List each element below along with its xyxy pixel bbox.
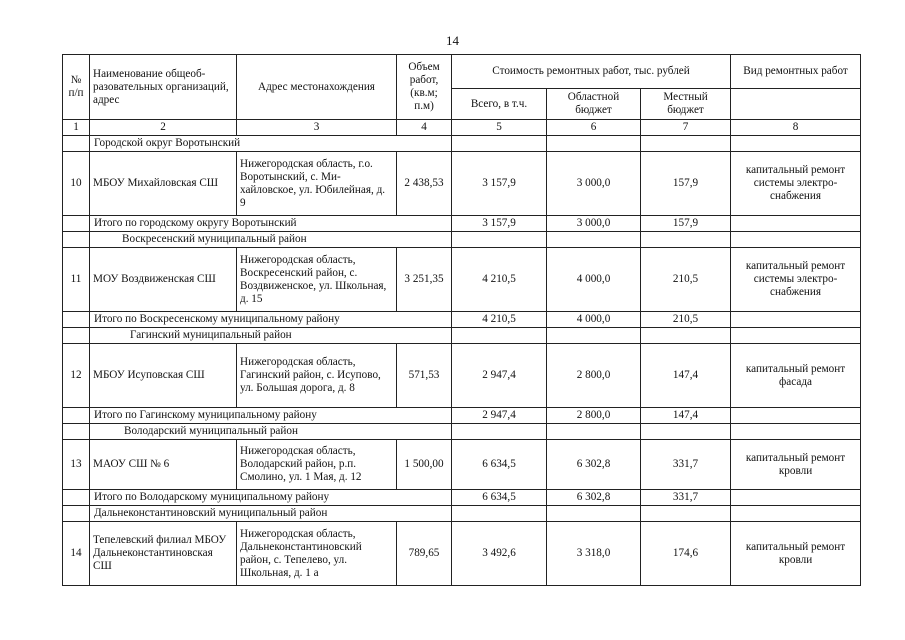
subtotal-local: 157,9: [641, 216, 731, 232]
row-address: Нижегородская область, Гагинский район, с. Исупово, ул. Большая дорога, д. 8: [237, 344, 397, 408]
subtotal-row: [63, 312, 861, 328]
row-org: МБОУ Михайловская СШ: [90, 152, 237, 216]
table-row: [63, 248, 861, 312]
row-volume: 2 438,53: [397, 152, 452, 216]
header-regional: Областной бюджет: [547, 89, 641, 120]
col-number: 1: [63, 120, 90, 136]
row-local: 331,7: [641, 440, 731, 490]
row-org: Тепелевский филиал МБОУ Дальнеконстантиновская СШ: [90, 522, 237, 586]
col-number: 8: [731, 120, 861, 136]
row-type: капитальный ремонт фасада: [731, 344, 861, 408]
header-total: Всего, в т.ч.: [452, 89, 547, 120]
row-type: капитальный ремонт кровли: [731, 522, 861, 586]
table-row: [63, 440, 861, 490]
subtotal-label: Итого по Гагинскому муниципальному району: [90, 408, 452, 424]
page-number: 14: [446, 33, 459, 48]
subtotal-regional: 3 000,0: [547, 216, 641, 232]
row-local: 157,9: [641, 152, 731, 216]
subtotal-local: 331,7: [641, 490, 731, 506]
header-num: № п/п: [63, 55, 90, 120]
section-title: Городской округ Воротынский: [90, 136, 452, 152]
section-title: Володарский муниципальный район: [90, 424, 452, 440]
header-volume: Объем работ, (кв.м; п.м): [397, 55, 452, 120]
row-num: 12: [63, 344, 90, 408]
row-num: 14: [63, 522, 90, 586]
col-number: 7: [641, 120, 731, 136]
header-address: Адрес местонахождения: [237, 55, 397, 120]
col-number: 2: [90, 120, 237, 136]
subtotal-total: 3 157,9: [452, 216, 547, 232]
row-total: 3 492,6: [452, 522, 547, 586]
row-address: Нижегородская область, Воскресенский район, с. Воздвиженское, ул. Школьная, д. 15: [237, 248, 397, 312]
row-regional: 3 000,0: [547, 152, 641, 216]
section-header-row: [63, 232, 861, 248]
header-type-blank: [731, 89, 861, 120]
section-header-row: [63, 136, 861, 152]
col-number: 6: [547, 120, 641, 136]
section-header-row: [63, 506, 861, 522]
row-regional: 4 000,0: [547, 248, 641, 312]
header-cost: Стоимость ремонтных работ, тыс. рублей: [452, 55, 731, 89]
table-row: [63, 152, 861, 216]
header-local: Местный бюджет: [641, 89, 731, 120]
section-header-row: [63, 424, 861, 440]
row-org: МАОУ СШ № 6: [90, 440, 237, 490]
row-org: МБОУ Исуповская СШ: [90, 344, 237, 408]
col-number: 5: [452, 120, 547, 136]
row-total: 6 634,5: [452, 440, 547, 490]
row-regional: 2 800,0: [547, 344, 641, 408]
subtotal-row: [63, 490, 861, 506]
section-title: Дальнеконстантиновский муниципальный район: [90, 506, 452, 522]
col-number: 3: [237, 120, 397, 136]
subtotal-total: 2 947,4: [452, 408, 547, 424]
subtotal-regional: 4 000,0: [547, 312, 641, 328]
subtotal-regional: 2 800,0: [547, 408, 641, 424]
subtotal-total: 4 210,5: [452, 312, 547, 328]
column-number-row: [63, 120, 861, 136]
row-volume: 571,53: [397, 344, 452, 408]
table-row: [63, 344, 861, 408]
section-header-row: [63, 328, 861, 344]
subtotal-total: 6 634,5: [452, 490, 547, 506]
row-local: 174,6: [641, 522, 731, 586]
row-regional: 3 318,0: [547, 522, 641, 586]
row-total: 3 157,9: [452, 152, 547, 216]
subtotal-label: Итого по Володарскому муниципальному району: [90, 490, 452, 506]
row-address: Нижегородская область, г.о. Воротынский, с. Михайловское, ул. Юбилейная, д. 9: [237, 152, 397, 216]
subtotal-row: [63, 408, 861, 424]
row-num: 11: [63, 248, 90, 312]
row-address: Нижегородская область, Дальнеконстантиновский район, с. Тепелево, ул. Школьная, д. 1 а: [237, 522, 397, 586]
col-number: 4: [397, 120, 452, 136]
row-num: 13: [63, 440, 90, 490]
row-type: капитальный ремонт системы электроснабжения: [731, 152, 861, 216]
row-org: МОУ Воздвиженская СШ: [90, 248, 237, 312]
header-org: Наименование общеобразовательных организаций, адрес: [90, 55, 237, 120]
row-type: капитальный ремонт кровли: [731, 440, 861, 490]
row-address: Нижегородская область, Володарский район, р.п. Смолино, ул. 1 Мая, д. 12: [237, 440, 397, 490]
row-total: 4 210,5: [452, 248, 547, 312]
table-row: [63, 522, 861, 586]
subtotal-row: [63, 216, 861, 232]
repair-works-table: [62, 54, 861, 586]
subtotal-label: Итого по Воскресенскому муниципальному району: [90, 312, 452, 328]
section-title: Гагинский муниципальный район: [90, 328, 452, 344]
subtotal-label: Итого по городскому округу Воротынский: [90, 216, 452, 232]
subtotal-local: 147,4: [641, 408, 731, 424]
row-total: 2 947,4: [452, 344, 547, 408]
row-volume: 789,65: [397, 522, 452, 586]
row-local: 147,4: [641, 344, 731, 408]
subtotal-local: 210,5: [641, 312, 731, 328]
row-type: капитальный ремонт системы электроснабжения: [731, 248, 861, 312]
header-type: Вид ремонтных работ: [731, 55, 861, 89]
subtotal-regional: 6 302,8: [547, 490, 641, 506]
row-volume: 1 500,00: [397, 440, 452, 490]
row-local: 210,5: [641, 248, 731, 312]
section-title: Воскресенский муниципальный район: [90, 232, 452, 248]
row-volume: 3 251,35: [397, 248, 452, 312]
row-regional: 6 302,8: [547, 440, 641, 490]
row-num: 10: [63, 152, 90, 216]
